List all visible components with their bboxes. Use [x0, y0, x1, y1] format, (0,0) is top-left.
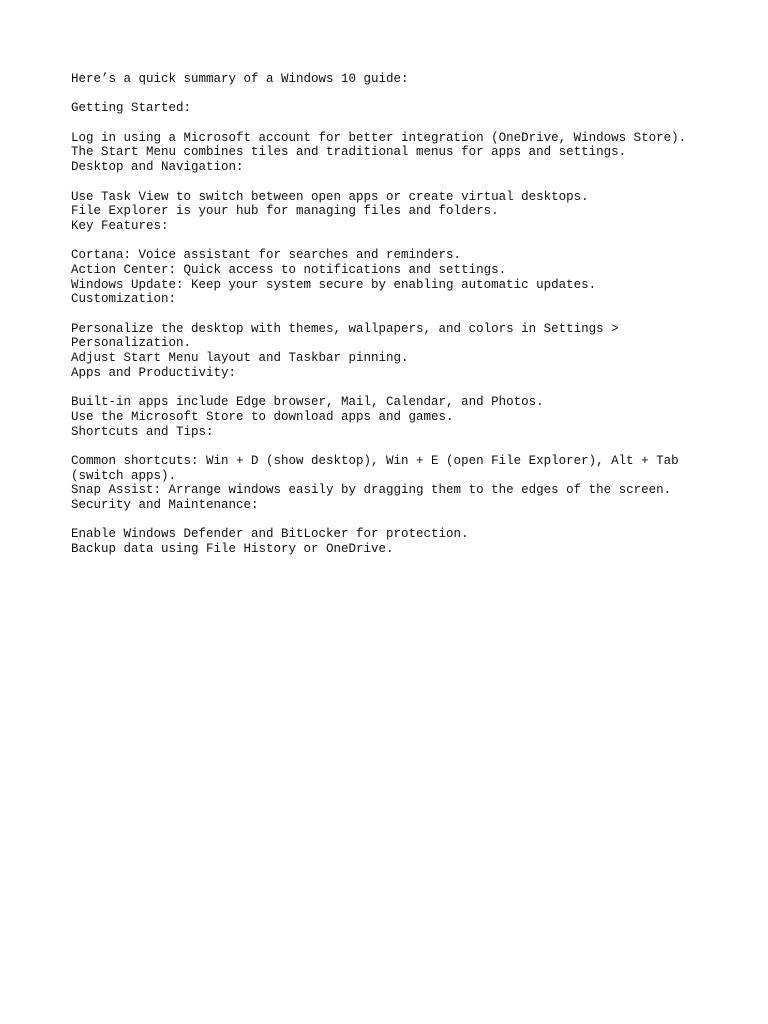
- blank-line: [71, 87, 711, 102]
- blank-line: [71, 439, 711, 454]
- section-line: The Start Menu combines tiles and traditional menus for apps and settings.: [71, 145, 627, 160]
- section-line: Personalization.: [71, 336, 192, 351]
- blank-line: [71, 307, 711, 322]
- section-line: Windows Update: Keep your system secure by enabling automatic updates.: [71, 277, 597, 292]
- blank-line: [71, 380, 711, 395]
- section-heading: Key Features:: [71, 218, 169, 233]
- section-line: Backup data using File History or OneDrive.: [71, 542, 394, 556]
- section-heading: Shortcuts and Tips:: [71, 424, 214, 439]
- section-line: Personalize the desktop with themes, wallpapers, and colors in Settings >: [71, 321, 619, 336]
- section-line: Adjust Start Menu layout and Taskbar pinning.: [71, 351, 409, 366]
- blank-line: [71, 116, 711, 131]
- section-line: Action Center: Quick access to notifications and settings.: [71, 262, 507, 277]
- section-line: Snap Assist: Arrange windows easily by dragging them to the edges of the screen.: [71, 483, 672, 498]
- blank-line: [71, 175, 711, 190]
- document-body: [71, 72, 711, 557]
- section-line: (switch apps).: [71, 468, 177, 483]
- section-heading: Getting Started:: [71, 101, 192, 116]
- section-line: Log in using a Microsoft account for better integration (OneDrive, Windows Store).: [71, 130, 687, 145]
- blank-line: [71, 513, 711, 528]
- section-line: File Explorer is your hub for managing files and folders.: [71, 204, 499, 219]
- section-line: Built-in apps include Edge browser, Mail, Calendar, and Photos.: [71, 395, 544, 410]
- section-line: Enable Windows Defender and BitLocker for protection.: [71, 527, 469, 542]
- intro-line: Here’s a quick summary of a Windows 10 guide:: [71, 72, 409, 86]
- section-heading: Security and Maintenance:: [71, 497, 259, 512]
- section-line: Common shortcuts: Win + D (show desktop), Win + E (open File Explorer), Alt + Tab: [71, 453, 679, 468]
- section-heading: Customization:: [71, 292, 177, 307]
- section-line: Cortana: Voice assistant for searches and reminders.: [71, 248, 462, 263]
- section-heading: Desktop and Navigation:: [71, 160, 244, 175]
- section-line: Use Task View to switch between open apps or create virtual desktops.: [71, 189, 589, 204]
- section-heading: Apps and Productivity:: [71, 365, 237, 380]
- section-line: Use the Microsoft Store to download apps and games.: [71, 409, 454, 424]
- blank-line: [71, 234, 711, 249]
